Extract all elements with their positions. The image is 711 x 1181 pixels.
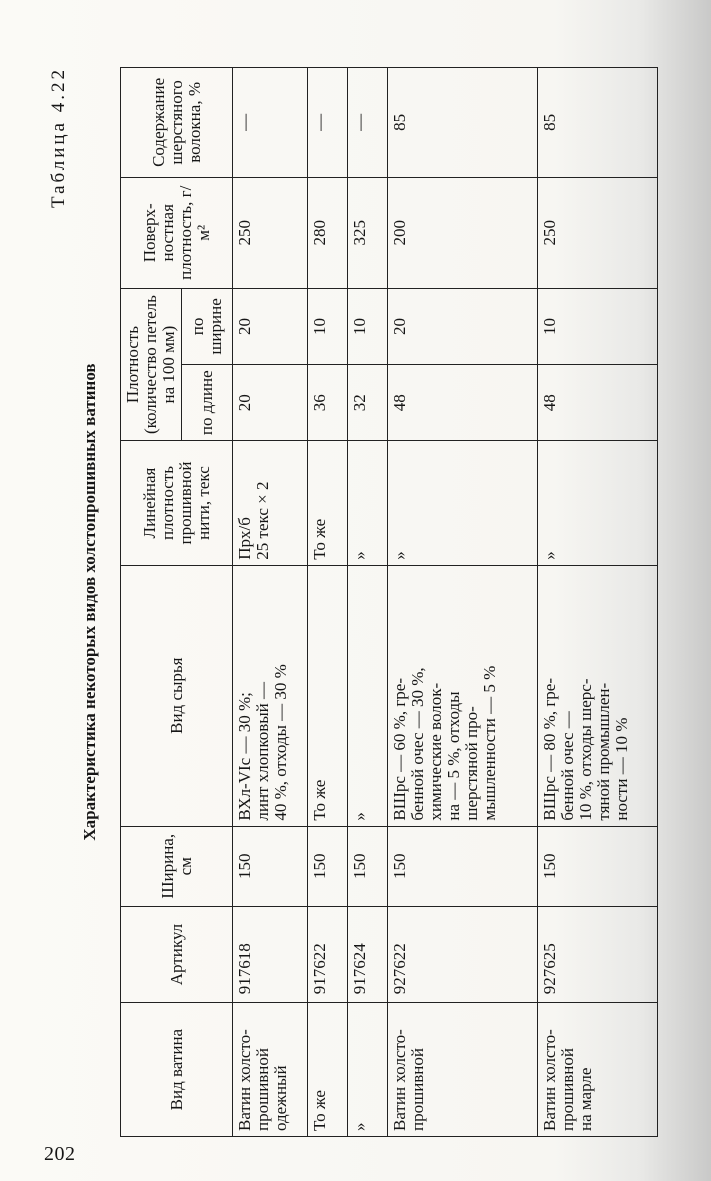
cell-linear-density: Прх/б 25 текс × 2: [233, 441, 308, 565]
cell-surface-density: 325: [348, 177, 388, 288]
characteristics-table: [120, 67, 658, 1137]
header-type: Вид ватина: [121, 1003, 233, 1137]
cell-density-width: 10: [348, 288, 388, 364]
cell-raw-material: ВХл-VIс — 30 %; линт хлопковый — 40 %, отходы — 30 %: [233, 565, 308, 826]
cell-type: То же: [308, 1003, 348, 1137]
cell-linear-density: То же: [308, 441, 348, 565]
cell-width: 150: [388, 826, 538, 906]
cell-article: 917624: [348, 906, 388, 1002]
cell-wool-content: 85: [538, 68, 658, 178]
cell-density-width: 20: [388, 288, 538, 364]
header-article: Артикул: [121, 906, 233, 1002]
cell-type: Ватин холсто- прошивной одежный: [233, 1003, 308, 1137]
cell-linear-density: »: [348, 441, 388, 565]
cell-width: 150: [538, 826, 658, 906]
cell-article: 917618: [233, 906, 308, 1002]
cell-surface-density: 280: [308, 177, 348, 288]
cell-raw-material: То же: [308, 565, 348, 826]
header-density-length: по длине: [182, 365, 233, 441]
header-linear-density: Линейная плотность прошивной нити, текс: [121, 441, 233, 565]
table-label: Таблица 4.22: [48, 67, 69, 209]
table-row: [348, 68, 388, 1137]
cell-density-width: 10: [308, 288, 348, 364]
header-surface-density: Поверхностная плотность, г/м²: [121, 177, 233, 288]
cell-article: 917622: [308, 906, 348, 1002]
cell-density-width: 20: [233, 288, 308, 364]
cell-density-length: 48: [538, 365, 658, 441]
cell-type: Ватин холсто- прошивной: [388, 1003, 538, 1137]
cell-wool-content: —: [233, 68, 308, 178]
cell-density-length: 20: [233, 365, 308, 441]
cell-density-length: 48: [388, 365, 538, 441]
table-row: [308, 68, 348, 1137]
cell-raw-material: ВШрс — 60 %, гре- бенной очес — 30 %, химические волок- на — 5 %, отходы шерстяной про- мышленности — 5 %: [388, 565, 538, 826]
cell-surface-density: 250: [233, 177, 308, 288]
table-row: [538, 68, 658, 1137]
header-raw-material: Вид сырья: [121, 565, 233, 826]
cell-wool-content: —: [348, 68, 388, 178]
cell-article: 927625: [538, 906, 658, 1002]
cell-surface-density: 200: [388, 177, 538, 288]
cell-density-width: 10: [538, 288, 658, 364]
cell-article: 927622: [388, 906, 538, 1002]
cell-surface-density: 250: [538, 177, 658, 288]
cell-width: 150: [308, 826, 348, 906]
table-row: [388, 68, 538, 1137]
header-loop-density: Плотность (количество петель на 100 мм): [121, 288, 182, 441]
cell-width: 150: [233, 826, 308, 906]
rotated-page-content: [32, 67, 682, 1137]
cell-linear-density: »: [388, 441, 538, 565]
header-density-width: по ширине: [182, 288, 233, 364]
cell-density-length: 32: [348, 365, 388, 441]
cell-raw-material: ВШрс — 80 %, гре- бенной очес — 10 %, отходы шерс- тяной промышлен- ности — 10 %: [538, 565, 658, 826]
cell-linear-density: »: [538, 441, 658, 565]
header-width: Ширина, см: [121, 826, 233, 906]
cell-type: Ватин холсто- прошивной на марле: [538, 1003, 658, 1137]
cell-density-length: 36: [308, 365, 348, 441]
cell-wool-content: 85: [388, 68, 538, 178]
cell-raw-material: »: [348, 565, 388, 826]
table-row: [233, 68, 308, 1137]
header-wool-content: Содержание шерстяного волокна, %: [121, 68, 233, 178]
page-number: 202: [44, 1143, 76, 1165]
cell-type: »: [348, 1003, 388, 1137]
cell-wool-content: —: [308, 68, 348, 178]
table-title: Характеристика некоторых видов холстопрошивных ватинов: [80, 363, 99, 841]
cell-width: 150: [348, 826, 388, 906]
